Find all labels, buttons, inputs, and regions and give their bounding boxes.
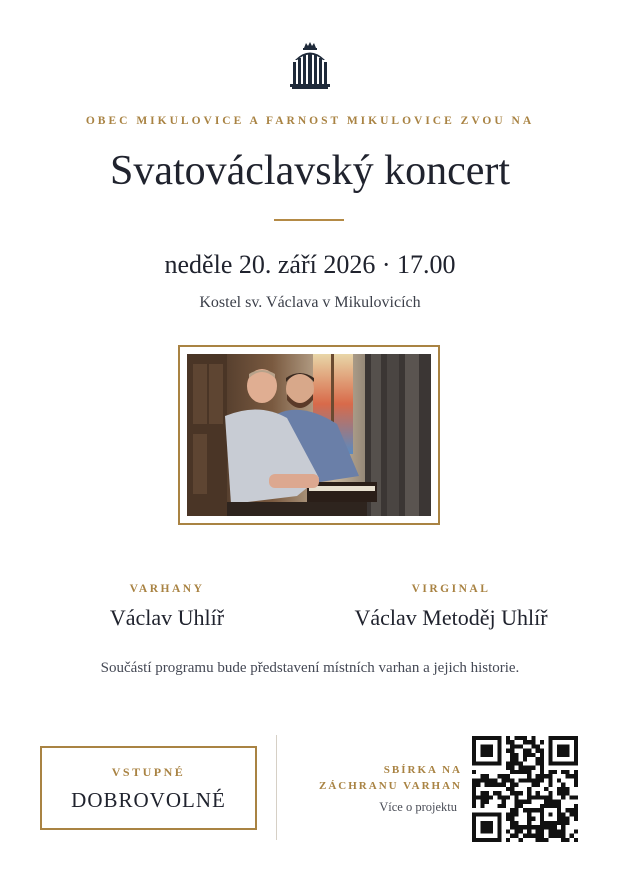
invite-line: OBEC MIKULOVICE A FARNOST MIKULOVICE ZVOU NA — [85, 115, 535, 127]
collection-title — [292, 762, 462, 794]
church-organ-icon — [287, 40, 333, 90]
program-note: Součástí programu bude představení místních varhan a jejich historie. — [100, 660, 520, 676]
event-venue: Kostel sv. Václava v Mikulovicích — [199, 294, 421, 311]
admission-box — [40, 746, 257, 830]
qr-code-icon[interactable] — [472, 736, 578, 842]
collection-link[interactable]: Více o projektu — [379, 800, 457, 814]
performer-name-virginal: Václav Metoděj Uhlíř — [354, 605, 548, 630]
collection-title-line1: SBÍRKA NA — [383, 764, 462, 776]
performer-role-organ: VARHANY — [129, 583, 205, 595]
title-divider — [274, 219, 344, 221]
performer-name-organ: Václav Uhlíř — [109, 605, 225, 630]
performer-role-virginal: VIRGINAL — [411, 583, 491, 595]
admission-label: VSTUPNÉ — [111, 765, 186, 779]
footer-divider — [276, 735, 277, 840]
collection-title-line2: ZÁCHRANU VARHAN — [319, 780, 462, 792]
organists-photo — [187, 354, 431, 516]
admission-value: DOBROVOLNÉ — [71, 788, 226, 812]
photo-frame — [178, 345, 440, 525]
page-title: Svatováclavský koncert — [109, 148, 511, 194]
event-datetime: neděle 20. září 2026 · 17.00 — [164, 250, 456, 279]
